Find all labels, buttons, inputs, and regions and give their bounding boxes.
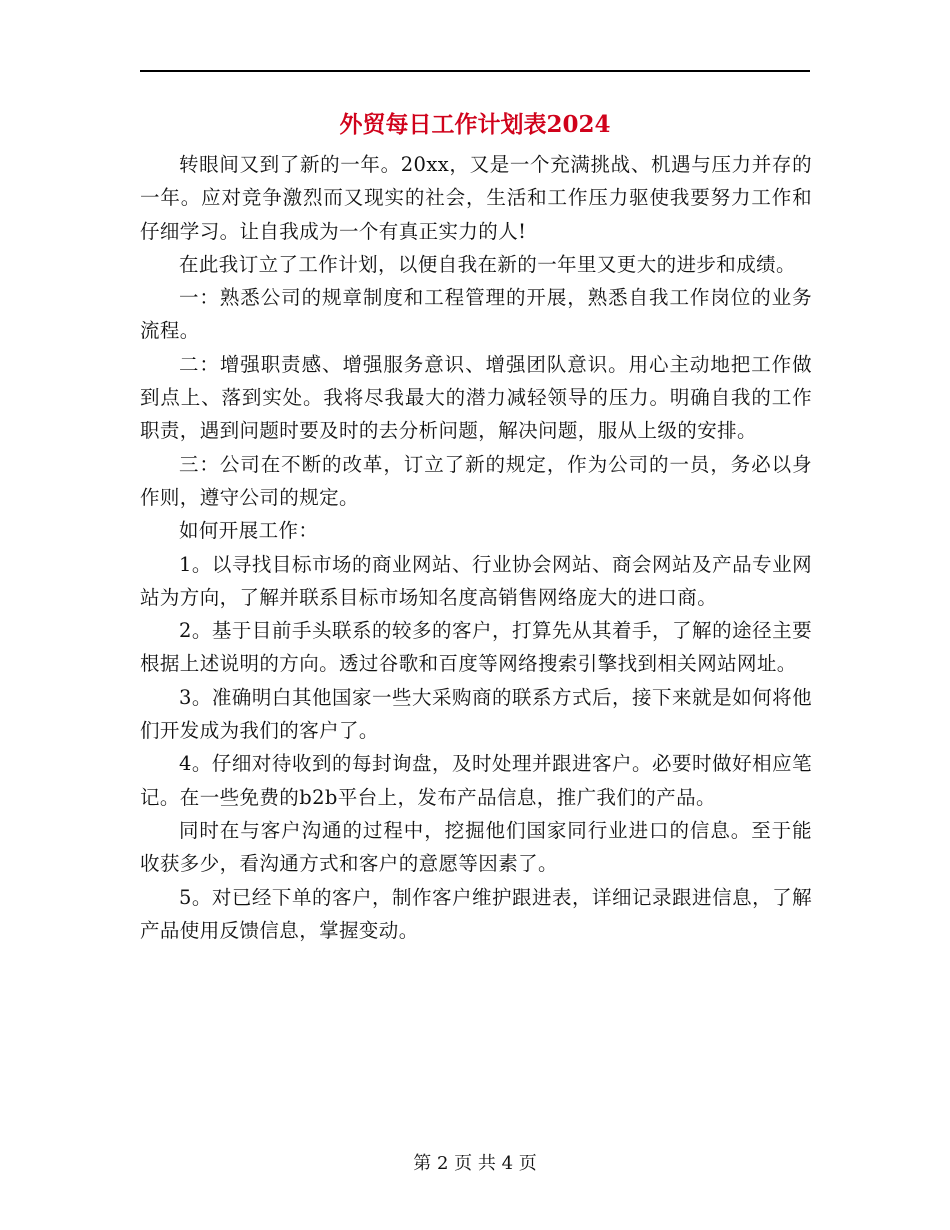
paragraph-intro: 转眼间又到了新的一年。20xx，又是一个充满挑战、机遇与压力并存的一年。应对竞争激烈而又现实的社会，生活和工作压力驱使我要努力工作和仔细学习。让自我成为一个有真正实力的人! <box>140 153 812 243</box>
paragraph-step-1: 1。以寻找目标市场的商业网站、行业协会网站、商会网站及产品专业网站为方向，了解并联系目标市场知名度高销售网络庞大的进口商。 <box>140 552 812 609</box>
page-footer <box>0 1152 950 1176</box>
paragraph-item-two: 二：增强职责感、增强服务意识、增强团队意识。用心主动地把工作做到点上、落到实处。我将尽我最大的潜力减轻领导的压力。明确自我的工作职责，遇到问题时要及时的去分析问题，解决问题，服从上级的安排。 <box>140 352 812 443</box>
document-title: 外贸每日工作计划表2024 <box>339 111 611 138</box>
paragraph-step-5: 5。对已经下单的客户，制作客户维护跟进表，详细记录跟进信息，了解产品使用反馈信息，掌握变动。 <box>140 885 812 942</box>
paragraph-item-three: 三：公司在不断的改革，订立了新的规定，作为公司的一员，务必以身作则，遵守公司的规定。 <box>140 452 812 509</box>
document-body <box>140 148 812 947</box>
header-rule <box>140 70 810 72</box>
paragraph-step-3: 3。准确明白其他国家一些大采购商的联系方式后，接下来就是如何将他们开发成为我们的客户了。 <box>140 685 812 743</box>
paragraph-step-2: 2。基于目前手头联系的较多的客户，打算先从其着手，了解的途径主要根据上述说明的方向。透过谷歌和百度等网络搜索引擎找到相关网站网址。 <box>140 619 812 676</box>
paragraph-communication: 同时在与客户沟通的过程中，挖掘他们国家同行业进口的信息。至于能收获多少，看沟通方式和客户的意愿等因素了。 <box>140 818 812 876</box>
paragraph-how-to-work: 如何开展工作： <box>179 519 319 543</box>
page-number: 第 2 页 共 4 页 <box>413 1153 537 1174</box>
paragraph-plan: 在此我订立了工作计划，以便自我在新的一年里又更大的进步和成绩。 <box>179 252 796 276</box>
paragraph-item-one: 一：熟悉公司的规章制度和工程管理的开展，熟悉自我工作岗位的业务流程。 <box>140 286 812 343</box>
paragraph-step-4: 4。仔细对待收到的每封询盘，及时处理并跟进客户。必要时做好相应笔记。在一些免费的b2b平台上，发布产品信息，推广我们的产品。 <box>140 752 812 809</box>
